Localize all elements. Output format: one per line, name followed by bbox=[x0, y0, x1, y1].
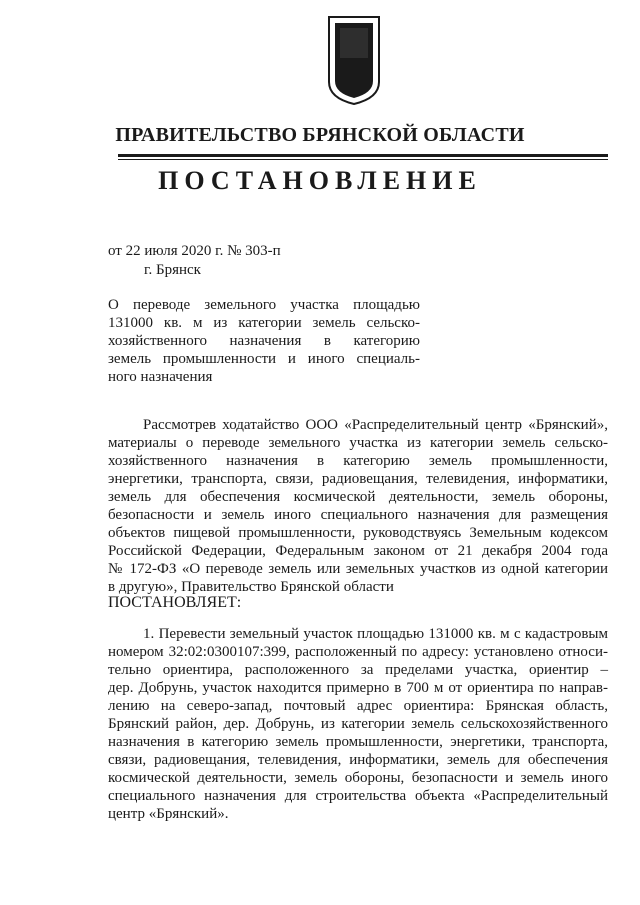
decree-word: ПОСТАНОВЛЯЕТ: bbox=[108, 594, 242, 611]
date-number: от 22 июля 2020 г. № 303-п bbox=[108, 243, 281, 259]
preamble-line: Российской Федерации, Федеральным законом от 21 декабря 2004 года bbox=[108, 543, 608, 559]
item-line: назначения в категорию земель промышленности, энергетики, транспорта, bbox=[108, 734, 608, 750]
preamble-line: Рассмотрев ходатайство ООО «Распределительный центр «Брянский», bbox=[143, 417, 608, 433]
item-line: связи, радиовещания, телевидения, информатики, земель для обеспечения bbox=[108, 752, 608, 768]
item-line: космической деятельности, земель обороны, безопасности и земель иного bbox=[108, 770, 608, 786]
preamble-line: безопасности и земель иного специального назначения для размещения bbox=[108, 507, 608, 523]
city: г. Брянск bbox=[144, 262, 201, 278]
document-type: ПОСТАНОВЛЕНИЕ bbox=[158, 166, 482, 195]
item-line: номером 32:02:0300107:399, расположенный по адресу: установлено относи- bbox=[108, 644, 608, 660]
government-name: ПРАВИТЕЛЬСТВО БРЯНСКОЙ ОБЛАСТИ bbox=[115, 124, 525, 146]
preamble-line: № 172-ФЗ «О переводе земель или земельных участков из одной категории bbox=[108, 561, 608, 577]
subject-line: О переводе земельного участка площадью bbox=[108, 297, 420, 313]
preamble-line: земель для обеспечения космической деятельности, земель обороны, bbox=[108, 489, 608, 505]
item-line: тельно ориентира, расположенного за пределами участка, ориентир – bbox=[108, 662, 608, 678]
preamble-line: хозяйственного назначения в категорию земель промышленности, bbox=[108, 453, 608, 469]
item-line: 1. Перевести земельный участок площадью 131000 кв. м с кадастровым bbox=[143, 626, 608, 642]
item-line: центр «Брянский». bbox=[108, 806, 229, 822]
preamble-line: энергетики, транспорта, связи, радиовещания, телевидения, информатики, bbox=[108, 471, 608, 487]
preamble-line: в другую», Правительство Брянской области bbox=[108, 579, 394, 595]
item-line: специального назначения для строительства объекта «Распределительный bbox=[108, 788, 608, 804]
subject-line: ного назначения bbox=[108, 369, 213, 385]
subject-line: 131000 кв. м из категории земель сельско- bbox=[108, 315, 420, 331]
subject-line: земель промышленности и иного специаль- bbox=[108, 351, 420, 367]
item-line: Брянский район, дер. Добрунь, из категории земель сельскохозяйственного bbox=[108, 716, 608, 732]
preamble-line: материалы о переводе земельного участка из категории земель сельско- bbox=[108, 435, 608, 451]
coat-of-arms-icon bbox=[326, 14, 382, 106]
preamble-line: объектов пищевой промышленности, руководствуясь Земельным кодексом bbox=[108, 525, 608, 541]
header-rule-thick bbox=[118, 154, 608, 157]
item-line: лению на северо-запад, почтовый адрес ориентира: Брянская область, bbox=[108, 698, 608, 714]
subject-line: хозяйственного назначения в категорию bbox=[108, 333, 420, 349]
header-rule-thin bbox=[118, 159, 608, 160]
item-line: дер. Добрунь, участок находится примерно в 700 м от ориентира по направ- bbox=[108, 680, 608, 696]
